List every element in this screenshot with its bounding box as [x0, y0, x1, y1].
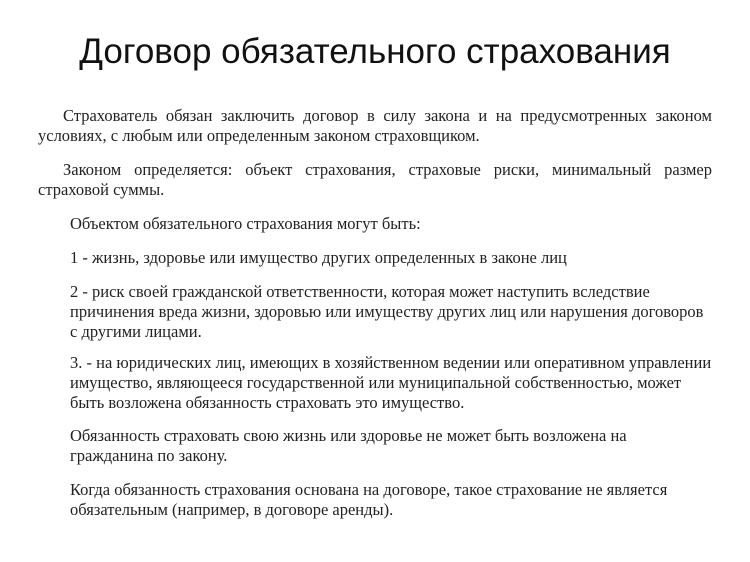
paragraph-contract-based: Когда обязанность страхования основана на договоре, такое страхование не является обязательным (например, в договоре аренды).: [70, 480, 668, 519]
paragraph-no-obligation: Обязанность страховать свою жизнь или здоровье не может быть возложена на гражданина по закону.: [70, 426, 627, 465]
list-item-3: 3. - на юридических лиц, имеющих в хозяйственном ведении или оперативном управлении имущество, являющееся государственной или муниципальной собственностью, может быть возложена обязанность страховать это имущество.: [70, 353, 712, 412]
paragraph-objects-intro: Объектом обязательного страхования могут быть:: [70, 214, 421, 233]
paragraph-law-defines: [38, 160, 712, 200]
paragraph-text: Законом определяется: объект страхования, страховые риски, минимальный размер страховой суммы.: [38, 160, 712, 199]
slide-title: Договор обязательного страхования: [79, 32, 671, 71]
list-item-1: 1 - жизнь, здоровье или имущество других определенных в законе лиц: [70, 248, 567, 267]
paragraph-text: Страхователь обязан заключить договор в силу закона и на предусмотренных законом условиях, с любым или определенным законом страховщиком.: [38, 106, 712, 145]
list-item-2: 2 - риск своей гражданской ответственности, которая может наступить вследствие причинения вреда жизни, здоровью или имуществу других лиц или нарушения договоров с другими лицами.: [70, 282, 704, 341]
paragraph-insurer-obligation: [38, 106, 712, 146]
